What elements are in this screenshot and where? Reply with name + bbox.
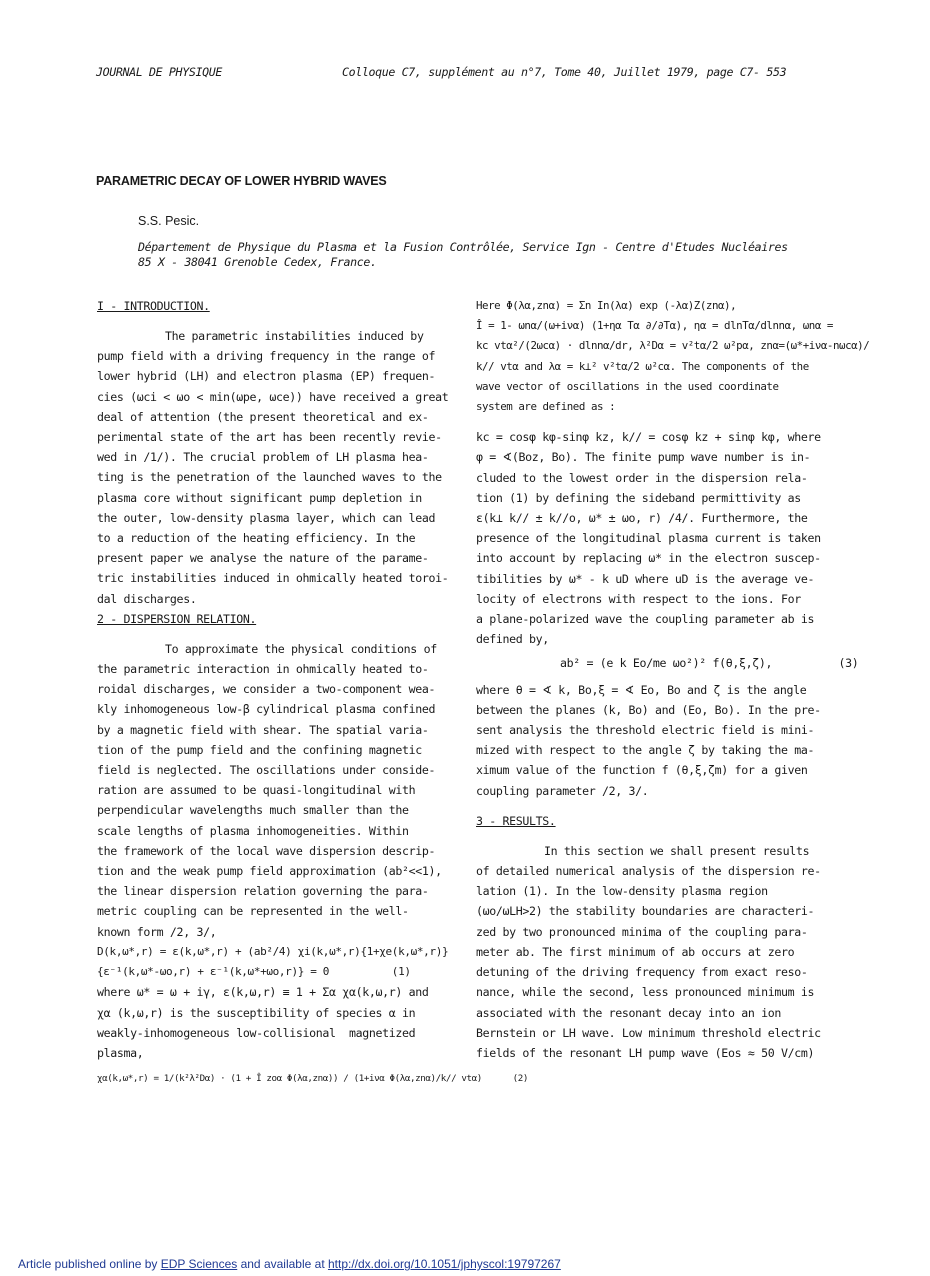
text-line: associated with the resonant decay into an ion	[476, 1005, 781, 1020]
text-line: kc = cosφ kφ-sinφ kz, k// = cosφ kz + sinφ kφ, where	[476, 430, 821, 445]
text-line: ximum value of the function f (θ,ξ,ζm) for a given	[476, 763, 808, 778]
text-line: perimental state of the art has been recently revie-	[97, 430, 442, 445]
text-line: ε(k⊥ k// ± k//o, ω* ± ωo, r) /4/. Furthermore, the	[476, 511, 808, 526]
text-line: wave vector of oscillations in the used coordinate	[476, 379, 779, 393]
text-line: deal of attention (the present theoretical and ex-	[97, 409, 429, 424]
text-line: To approximate the physical conditions of	[165, 641, 437, 656]
text-line: zed by two pronounced minima of the coupling para-	[476, 924, 808, 939]
text-line: (ωo/ωLH>2) the stability boundaries are characteri-	[476, 904, 815, 919]
definitions-block	[476, 296, 870, 417]
footer-middle: and available at	[237, 1257, 328, 1271]
section-heading-dispersion: 2 - DISPERSION RELATION.	[97, 611, 257, 626]
text-line: defined by,	[476, 632, 549, 647]
text-line: where ω* = ω + iγ, ε(k,ω,r) ≡ 1 + Σα χα(k,ω,r) and	[97, 985, 429, 1000]
text-line: field is neglected. The oscillations under conside-	[97, 763, 436, 778]
equation-1	[97, 942, 459, 982]
text-line: coupling parameter /2, 3/.	[476, 783, 649, 798]
text-line: a plane-polarized wave the coupling parameter ab is	[476, 612, 815, 627]
text-line: the linear dispersion relation governing the para-	[97, 884, 429, 899]
text-line: φ = ∢(Boz, Bo). The finite pump wave number is in-	[476, 450, 811, 465]
author-name: S.S. Pesic.	[138, 214, 200, 228]
text-line: the framework of the local wave dispersion descrip-	[97, 843, 436, 858]
text-line: scale lengths of plasma inhomogeneities. Within	[97, 823, 409, 838]
text-line: into account by replacing ω* in the electron suscep-	[476, 551, 821, 566]
affiliation-line: 85 X - 38041 Grenoble Cedex, France.	[138, 255, 377, 269]
text-line: Î = 1- ωnα/(ω+iνα) (1+ηα Tα ∂/∂Tα), ηα = dlnTα/dlnnα, ωnα =	[476, 319, 833, 333]
text-line: presence of the longitudinal plasma current is taken	[476, 531, 821, 546]
angle-block	[476, 680, 838, 801]
section-heading-results: 3 - RESULTS.	[476, 813, 556, 828]
footer-prefix: Article published online by	[18, 1257, 161, 1271]
text-line: tion and the weak pump field approximation (ab²<<1),	[97, 864, 442, 879]
equation-line: D(k,ω*,r) = ε(k,ω*,r) + (ab²/4) χi(k,ω*,r){1+χe(k,ω*,r)}	[97, 944, 449, 958]
text-line: In this section we shall present results	[544, 843, 810, 858]
text-line: lower hybrid (LH) and electron plasma (EP) frequen-	[97, 369, 436, 384]
text-line: by a magnetic field with shear. The spatial varia-	[97, 722, 429, 737]
text-line: sent analysis the threshold electric field is mini-	[476, 723, 815, 738]
text-line: Here Φ(λα,znα) = Σn In(λα) exp (-λα)Z(znα),	[476, 299, 737, 312]
text-line: between the planes (k, Bo) and (Eo, Bo). In the pre-	[476, 702, 821, 717]
introduction-body	[97, 326, 459, 609]
journal-name: JOURNAL DE PHYSIQUE	[96, 65, 222, 79]
text-line: χα (k,ω,r) is the susceptibility of species α in	[97, 1005, 416, 1020]
text-line: k// vtα and λα = k⊥² v²tα/2 ω²cα. The components of the	[476, 359, 809, 373]
text-line: nance, while the second, less pronounced minimum is	[476, 985, 815, 1000]
equation-2: χα(k,ω*,r) = 1/(k²λ²Dα) · (1 + Î zoα Φ(λα,znα)) / (1+iνα Φ(λα,znα)/k// vtα) (2)	[97, 1073, 529, 1085]
text-line: detuning of the driving frequency from exact reso-	[476, 965, 808, 980]
text-line: plasma core without significant pump depletion in	[97, 490, 422, 505]
text-line: dal discharges.	[97, 591, 197, 606]
text-line: tion (1) by defining the sideband permittivity as	[476, 490, 801, 505]
text-line: mized with respect to the angle ζ by taking the ma-	[476, 743, 815, 758]
equation-line: {ε⁻¹(k,ω*-ωo,r) + ε⁻¹(k,ω*+ωo,r)} = 0 (1)	[97, 965, 411, 979]
text-line: Bernstein or LH wave. Low minimum threshold electric	[476, 1025, 821, 1040]
dispersion-body-continued	[97, 982, 459, 1063]
text-line: known form /2, 3/,	[97, 924, 217, 939]
equation-3: ab² = (e k Eo/me ωo²)² f(θ,ξ,ζ), (3)	[560, 656, 859, 671]
text-line: metric coupling can be represented in the well-	[97, 904, 409, 919]
text-line: cluded to the lowest order in the dispersion rela-	[476, 470, 808, 485]
right-column	[476, 296, 870, 1063]
text-line: kly inhomogeneous low-β cylindrical plasma confined	[97, 702, 436, 717]
dispersion-body	[97, 639, 459, 942]
publication-footer	[18, 1257, 561, 1271]
text-line: kc vtα²/(2ωcα) · dlnnα/dr, λ²Dα = v²tα/2 ω²pα, znα=(ω*+iνα-nωcα)/	[476, 339, 870, 353]
affiliation-line: Département de Physique du Plasma et la Fusion Contrôlée, Service Ign - Centre d'Etudes Nucléaires	[138, 240, 788, 254]
text-line: present paper we analyse the nature of the parame-	[97, 551, 429, 566]
text-line: perpendicular wavelengths much smaller than the	[97, 803, 409, 818]
text-line: system are defined as :	[476, 400, 616, 414]
text-line: tric instabilities induced in ohmically heated toroi-	[97, 571, 449, 586]
text-line: The parametric instabilities induced by	[165, 329, 424, 343]
text-line: meter ab. The first minimum of ab occurs at zero	[476, 944, 795, 959]
text-line: plasma,	[97, 1045, 144, 1060]
doi-link[interactable]: http://dx.doi.org/10.1051/jphyscol:19797267	[327, 1257, 561, 1271]
text-line: tibilities by ω* - k uD where uD is the average ve-	[476, 571, 815, 586]
text-line: roidal discharges, we consider a two-component wea-	[97, 682, 436, 697]
colloque-reference: Colloque C7, supplément au n°7, Tome 40, Juillet 1979, page C7- 553	[342, 65, 787, 79]
text-line: locity of electrons with respect to the ions. For	[476, 591, 801, 606]
section-heading-introduction: I - INTRODUCTION.	[97, 299, 210, 313]
text-line: weakly-inhomogeneous low-collisional magnetized	[97, 1025, 416, 1040]
text-line: the outer, low-density plasma layer, which can lead	[97, 510, 436, 525]
text-line: ration are assumed to be quasi-longitudinal with	[97, 783, 416, 798]
paper-title: PARAMETRIC DECAY OF LOWER HYBRID WAVES	[96, 174, 387, 188]
text-line: cies (ωci < ωo < min(ωpe, ωce)) have received a great	[97, 389, 449, 404]
affiliation	[138, 240, 788, 270]
text-line: of detailed numerical analysis of the dispersion re-	[476, 864, 821, 879]
text-line: to a reduction of the heating efficiency. In the	[97, 531, 416, 546]
text-line: fields of the resonant LH pump wave (Eos ≈ 50 V/cm)	[476, 1045, 815, 1060]
results-body	[476, 841, 838, 1063]
text-line: tion of the pump field and the confining magnetic	[97, 742, 422, 757]
text-line: lation (1). In the low-density plasma region	[476, 884, 768, 899]
text-line: ting is the penetration of the launched waves to the	[97, 470, 442, 485]
text-line: the parametric interaction in ohmically heated to-	[97, 662, 429, 677]
publisher-link[interactable]: EDP Sciences	[160, 1257, 238, 1271]
text-line: where θ = ∢ k, Bo,ξ = ∢ Eo, Bo and ζ is the angle	[476, 682, 807, 697]
text-line: wed in /1/). The crucial problem of LH plasma hea-	[97, 450, 429, 465]
coordinate-block	[476, 427, 838, 649]
text-line: pump field with a driving frequency in the range of	[97, 349, 436, 364]
